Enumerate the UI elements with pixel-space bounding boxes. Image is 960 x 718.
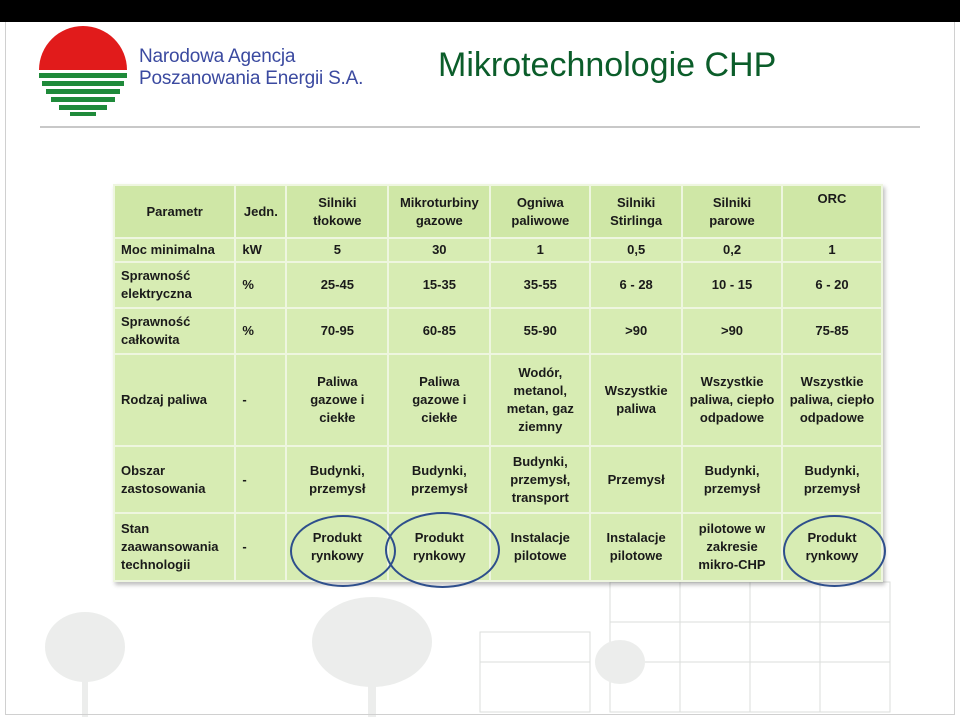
- table-row: [115, 514, 881, 580]
- table-cell: 0,5: [591, 239, 681, 261]
- table-cell: Wszystkie paliwa: [591, 355, 681, 445]
- row-label: Moc minimalna: [115, 239, 234, 261]
- row-unit: kW: [236, 239, 285, 261]
- table-cell: Przemysł: [591, 447, 681, 512]
- header-cell: Silniki tłokowe: [287, 186, 387, 237]
- table-cell: Paliwa gazowe i ciekłe: [389, 355, 489, 445]
- table-cell: 70-95: [287, 309, 387, 353]
- table-cell: Instalacje pilotowe: [591, 514, 681, 580]
- row-label: Sprawność całkowita: [115, 309, 234, 353]
- header-divider: [40, 126, 920, 128]
- table-cell: 10 - 15: [683, 263, 781, 307]
- table-cell: >90: [683, 309, 781, 353]
- table-cell: >90: [591, 309, 681, 353]
- table-row: [115, 263, 881, 307]
- table-cell: 15-35: [389, 263, 489, 307]
- row-unit: -: [236, 447, 285, 512]
- table-cell: 55-90: [491, 309, 589, 353]
- table-cell: Budynki, przemysł: [287, 447, 387, 512]
- row-unit: -: [236, 514, 285, 580]
- table-cell: Wodór, metanol, metan, gaz ziemny: [491, 355, 589, 445]
- table-cell: Wszystkie paliwa, ciepło odpadowe: [683, 355, 781, 445]
- row-unit: %: [236, 263, 285, 307]
- row-unit: %: [236, 309, 285, 353]
- table-header-row: [115, 186, 881, 237]
- table-cell: Budynki, przemysł: [683, 447, 781, 512]
- table-cell: Paliwa gazowe i ciekłe: [287, 355, 387, 445]
- table-cell: 25-45: [287, 263, 387, 307]
- slide-title: Mikrotechnologie CHP: [438, 46, 777, 84]
- row-label: Stan zaawansowania technologii: [115, 514, 234, 580]
- row-unit: -: [236, 355, 285, 445]
- header-cell: Jedn.: [236, 186, 285, 237]
- table-cell: pilotowe w zakresie mikro-CHP: [683, 514, 781, 580]
- table-cell: Budynki, przemysł: [389, 447, 489, 512]
- table-cell: 35-55: [491, 263, 589, 307]
- table-cell: Budynki, przemysł, transport: [491, 447, 589, 512]
- slide: [0, 22, 960, 718]
- table-cell: 1: [783, 239, 881, 261]
- table-cell: Budynki, przemysł: [783, 447, 881, 512]
- row-label: Obszar zastosowania: [115, 447, 234, 512]
- header-cell: Silniki parowe: [683, 186, 781, 237]
- header-cell: Silniki Stirlinga: [591, 186, 681, 237]
- table-cell: Produkt rynkowy: [287, 514, 387, 580]
- table-row: [115, 309, 881, 353]
- table-cell: Produkt rynkowy: [783, 514, 881, 580]
- table-row: [115, 239, 881, 261]
- row-label: Rodzaj paliwa: [115, 355, 234, 445]
- table-cell: 6 - 20: [783, 263, 881, 307]
- org-name-line1: Narodowa Agencja: [139, 46, 296, 67]
- table-cell: 0,2: [683, 239, 781, 261]
- table-cell: Instalacje pilotowe: [491, 514, 589, 580]
- table-cell: 5: [287, 239, 387, 261]
- table-cell: 60-85: [389, 309, 489, 353]
- header-cell: Mikroturbiny gazowe: [389, 186, 489, 237]
- table-cell: 75-85: [783, 309, 881, 353]
- table-row: [115, 447, 881, 512]
- row-label: Sprawność elektryczna: [115, 263, 234, 307]
- table-cell: Wszystkie paliwa, ciepło odpadowe: [783, 355, 881, 445]
- table-cell: Produkt rynkowy: [389, 514, 489, 580]
- napesa-logo: [37, 24, 129, 118]
- table-row: [115, 355, 881, 445]
- table-cell: 6 - 28: [591, 263, 681, 307]
- table-cell: 1: [491, 239, 589, 261]
- header-cell: Ogniwa paliwowe: [491, 186, 589, 237]
- chp-comparison-table: [113, 184, 883, 582]
- header-cell: Parametr: [115, 186, 234, 237]
- table-cell: 30: [389, 239, 489, 261]
- org-name-line2: Poszanowania Energii S.A.: [139, 68, 364, 89]
- header-cell: ORC: [783, 186, 881, 237]
